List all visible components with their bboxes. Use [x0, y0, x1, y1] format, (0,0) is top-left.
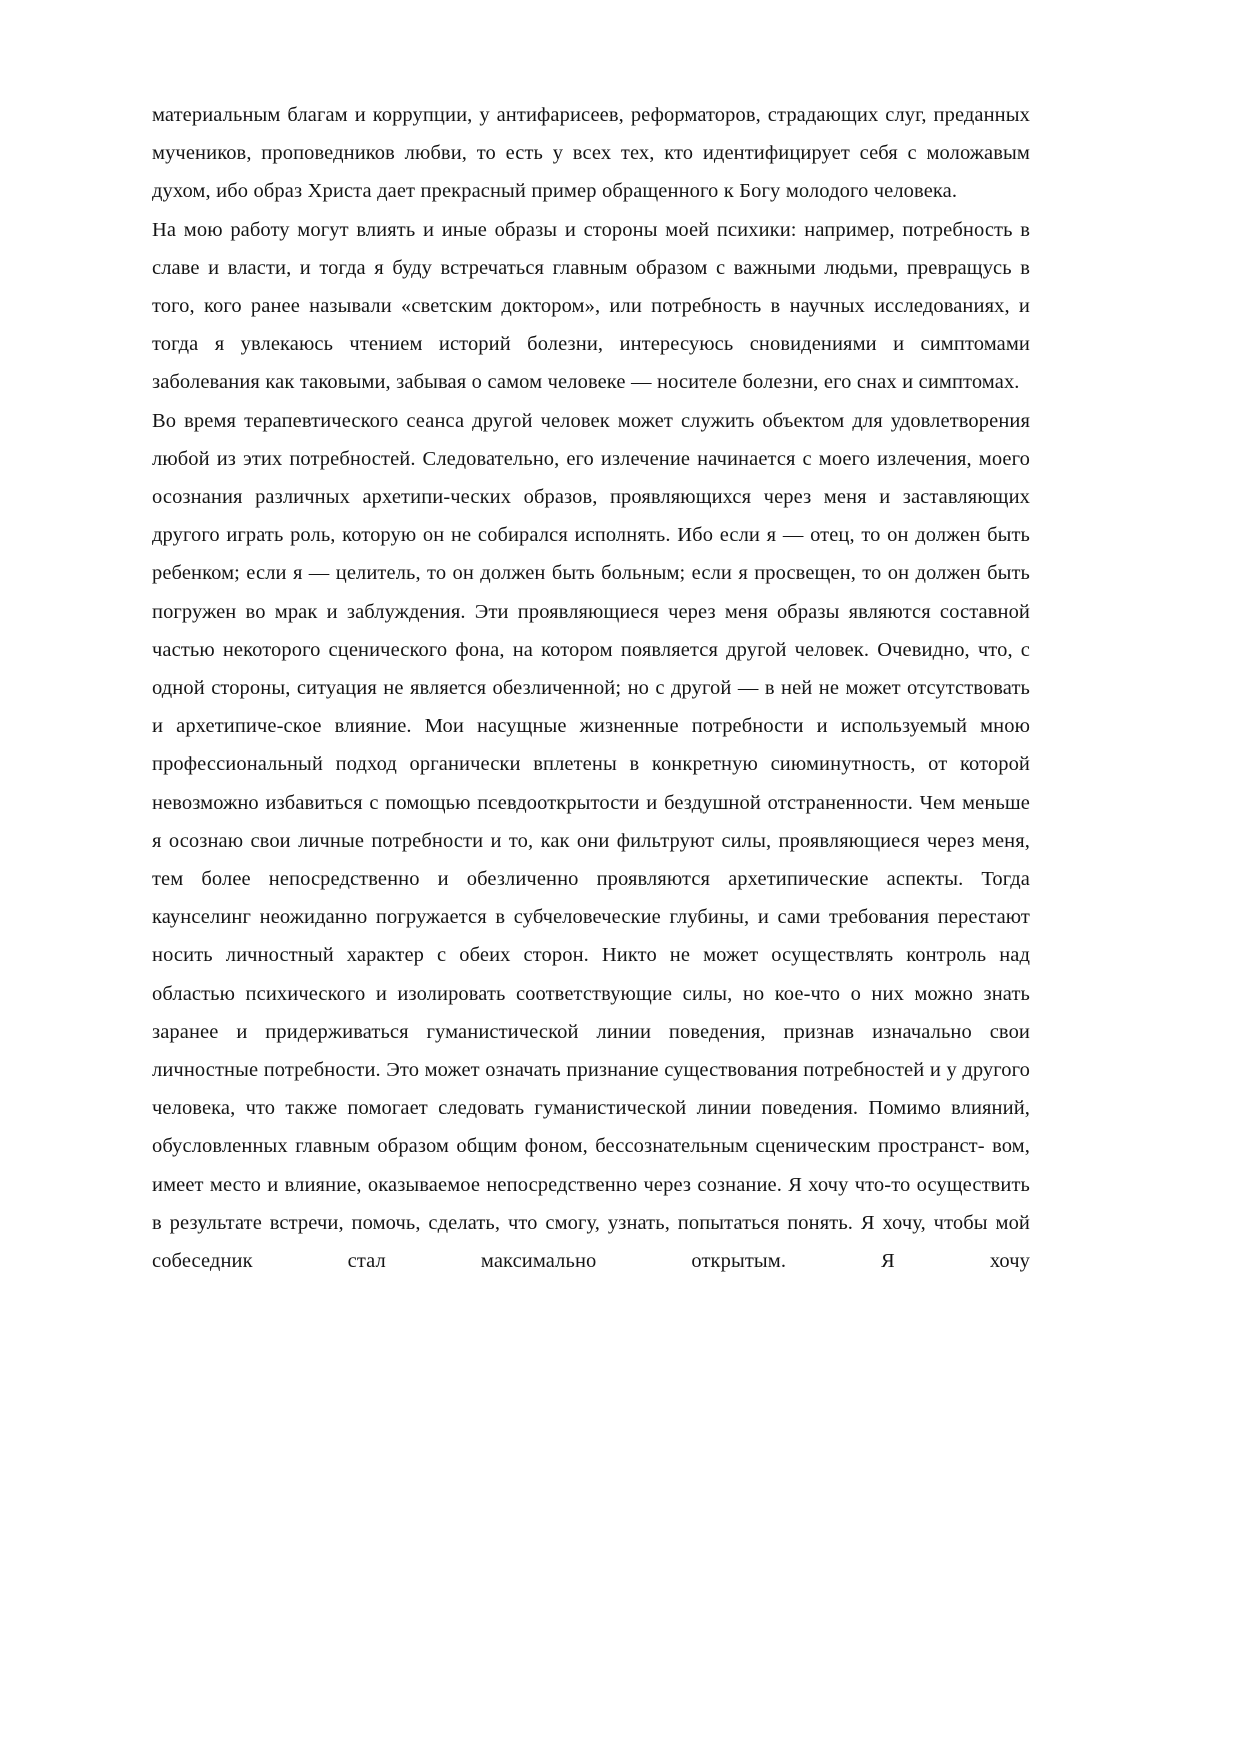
paragraph-1: материальным благам и коррупции, у антифарисеев, реформаторов, страдающих слуг, преданных мучеников, проповедников любви, то есть у всех тех, кто идентифицирует себя с моложавым духом, ибо образ Христа дает прекрасный пример обращенного к Богу молодого человека. — [152, 104, 1030, 203]
paragraph-2: На мою работу могут влиять и иные образы и стороны моей психики: например, потребность в славе и власти, и тогда я буду встречаться главным образом с важными людьми, превращусь в того, кого ранее называли «светским доктором», или потребность в научных исследованиях, и тогда я увлекаюсь чтением историй болезни, интересуюсь сновидениями и симптомами заболевания как таковыми, забывая о самом человеке — носителе болезни, его снах и симптомах. — [152, 218, 1030, 394]
body-text-column — [152, 96, 1030, 1319]
paragraph-3: Во время терапевтического сеанса другой человек может служить объектом для удовлетворения любой из этих потребностей. Следовательно, его излечение начинается с моего излечения, моего осознания различных архетипи-ческих образов, проявляющихся через меня и заставляющих другого играть роль, которую он не собирался исполнять. Ибо если я — отец, то он должен быть ребенком; если я — целитель, то он должен быть больным; если я просвещен, то он должен быть погружен во мрак и заблуждения. Эти проявляющиеся через меня образы являются составной частью некоторого сценического фона, на котором появляется другой человек. Очевидно, что, с одной стороны, ситуация не является обезличенной; но с другой — в ней не может отсутствовать и архетипиче-ское влияние. Мои насущные жизненные потребности и используемый мною профессиональный подход органически вплетены в конкретную сиюминутность, от которой невозможно избавиться с помощью псевдооткрытости и бездушной отстраненности. Чем меньше я осознаю свои личные потребности и то, как они фильтруют силы, проявляющиеся через меня, тем более непосредственно и обезличенно проявляются архетипические аспекты. Тогда каунселинг неожиданно погружается в субчеловеческие глубины, и сами требования перестают носить личностный характер с обеих сторон. Никто не может осуществлять контроль над областью психического и изолировать соответствующие силы, но кое-что о них можно знать заранее и придерживаться гуманистической линии поведения, признав изначально свои личностные потребности. Это может означать признание существования потребностей и у другого человека, что также помогает следовать гуманистической линии поведения. Помимо влияний, обусловленных главным образом общим фоном, бессознательным сценическим пространст- вом, имеет место и влияние, оказываемое непосредственно через сознание. Я хочу что-то осуществить в результате встречи, помочь, сделать, что смогу, узнать, попытаться понять. Я хочу, чтобы мой собеседник стал максимально открытым. Я хочу — [152, 409, 1030, 1273]
